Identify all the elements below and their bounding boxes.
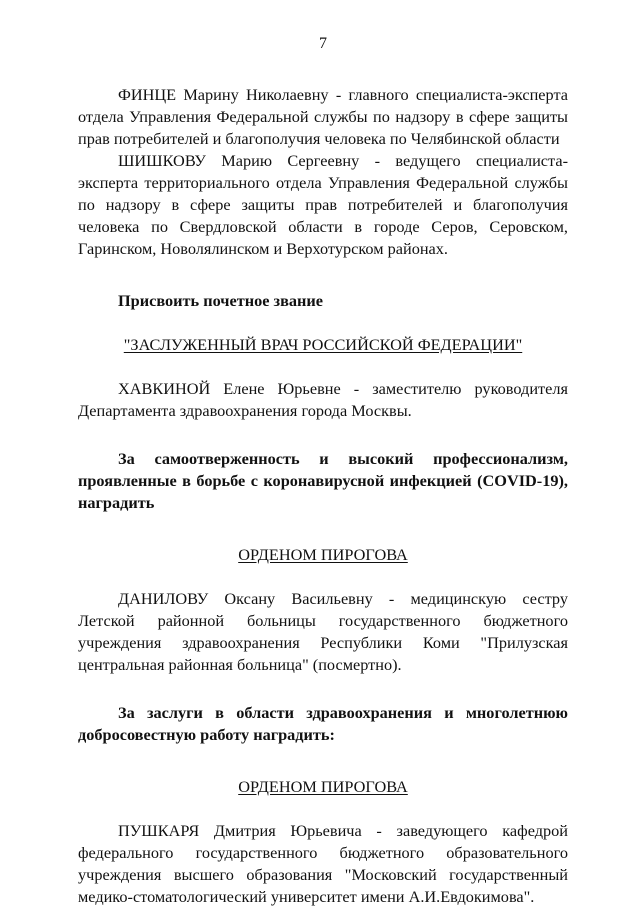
page-number: 7 [319, 35, 327, 52]
paragraph-shishkova: ШИШКОВУ Марию Сергеевну - ведущего специалиста-эксперта территориального отдела Управления Федеральной службы по надзору в сфере защиты прав потребителей и благополучия человека по Свердловской области в городе Серов, Серовском, Гаринском, Новолялинском и Верхотурском районах. [78, 151, 568, 258]
paragraph-danilova: ДАНИЛОВУ Оксану Васильевну - медицинскую сестру Летской районной больницы государственного бюджетного учреждения здравоохранения Республики Коми "Прилузская центральная районная больница" (посмертно). [78, 589, 568, 674]
paragraph-fintse: ФИНЦЕ Марину Николаевну - главного специалиста-эксперта отдела Управления Федеральной службы по надзору в сфере защиты прав потребителей и благополучия человека по Челябинской области [78, 85, 568, 148]
paragraph-pushkar: ПУШКАРЯ Дмитрия Юрьевича - заведующего кафедрой федерального государственного бюджетного образовательного учреждения высшего образования "Московский государственный медико-стоматологический университет имени А.И.Евдокимова". [78, 821, 568, 906]
heading-covid-award: За самоотверженность и высокий профессионализм, проявленные в борьбе с коронавирусной инфекцией (COVID-19), наградить [78, 449, 568, 512]
heading-assign-title: Присвоить почетное звание [118, 291, 323, 310]
document-page [78, 34, 568, 908]
title-order-pirogov-1: ОРДЕНОМ ПИРОГОВА [238, 545, 408, 564]
heading-merit-award: За заслуги в области здравоохранения и многолетнюю добросовестную работу наградить: [78, 703, 568, 744]
paragraph-khavkina: ХАВКИНОЙ Елене Юрьевне - заместителю руководителя Департамента здравоохранения города Москвы. [78, 379, 568, 420]
title-honored-doctor: "ЗАСЛУЖЕННЫЙ ВРАЧ РОССИЙСКОЙ ФЕДЕРАЦИИ" [123, 335, 523, 354]
title-order-pirogov-2: ОРДЕНОМ ПИРОГОВА [238, 777, 408, 796]
